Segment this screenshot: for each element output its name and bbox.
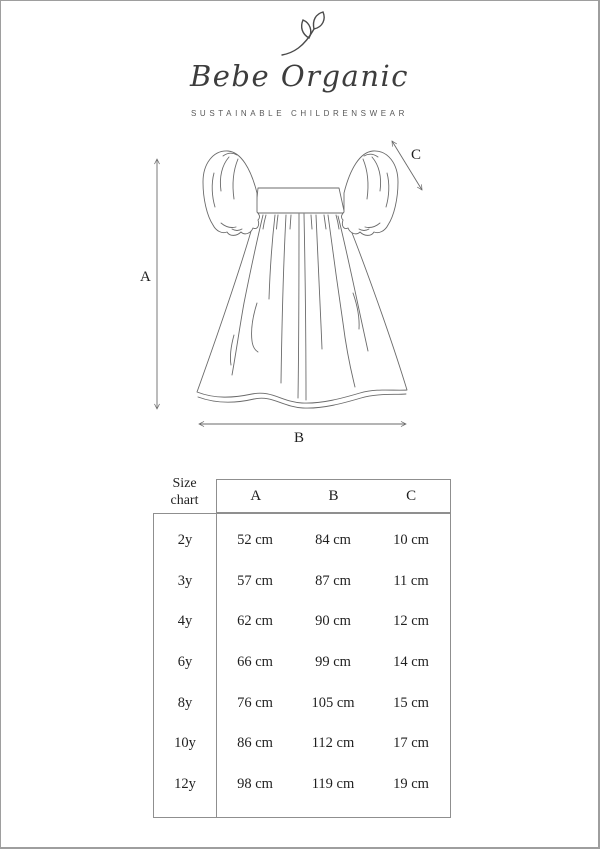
c-cell: 14 cm (393, 654, 429, 671)
size-chart-body (153, 513, 451, 818)
size-column-divider (216, 514, 217, 817)
b-cell: 119 cm (311, 776, 355, 793)
table-row (154, 642, 450, 683)
dress-right-sleeve (341, 151, 398, 235)
size-cell: 3y (177, 572, 193, 589)
corner-label-line1: Size (172, 476, 197, 491)
b-cell: 90 cm (315, 613, 351, 630)
table-row (154, 764, 450, 805)
c-cell: 17 cm (393, 735, 429, 752)
dress-yoke (256, 188, 345, 213)
size-cell: 4y (177, 613, 193, 630)
corner-label-line2: chart (170, 493, 199, 508)
c-cell: 15 cm (393, 694, 429, 711)
table-row (154, 520, 450, 561)
dress-skirt (197, 213, 407, 403)
c-cell: 10 cm (393, 531, 429, 548)
size-cell: 12y (174, 776, 196, 793)
size-cell: 6y (177, 654, 193, 671)
a-cell: 86 cm (237, 735, 273, 752)
size-cell: 8y (177, 694, 193, 711)
a-cell: 57 cm (237, 572, 273, 589)
table-row (154, 601, 450, 642)
a-cell: 66 cm (237, 654, 273, 671)
b-cell: 84 cm (315, 531, 351, 548)
size-chart-corner-label (153, 475, 216, 509)
column-header-b: B (328, 487, 339, 504)
brand-tagline: SUSTAINABLE CHILDRENSWEAR (191, 109, 408, 118)
c-cell: 19 cm (393, 776, 429, 793)
brand-logo-text: Bebe Organic (189, 59, 410, 93)
column-header-a: A (250, 487, 262, 504)
table-row (154, 561, 450, 602)
a-cell: 62 cm (237, 613, 273, 630)
a-cell: 52 cm (237, 531, 273, 548)
b-cell: 99 cm (315, 654, 351, 671)
b-cell: 105 cm (311, 694, 355, 711)
b-cell: 112 cm (311, 735, 355, 752)
a-cell: 76 cm (237, 694, 273, 711)
c-cell: 11 cm (393, 572, 429, 589)
table-row (154, 683, 450, 724)
column-header-c: C (406, 487, 417, 504)
measurement-label-c: C (411, 147, 422, 163)
measurement-label-a: A (140, 269, 151, 285)
measurement-label-b: B (294, 430, 305, 446)
size-chart-header-row (216, 479, 451, 513)
size-cell: 2y (177, 531, 193, 548)
table-row (154, 724, 450, 765)
c-cell: 12 cm (393, 613, 429, 630)
b-cell: 87 cm (315, 572, 351, 589)
dress-left-sleeve (203, 151, 260, 235)
size-cell: 10y (174, 735, 196, 752)
a-cell: 98 cm (237, 776, 273, 793)
